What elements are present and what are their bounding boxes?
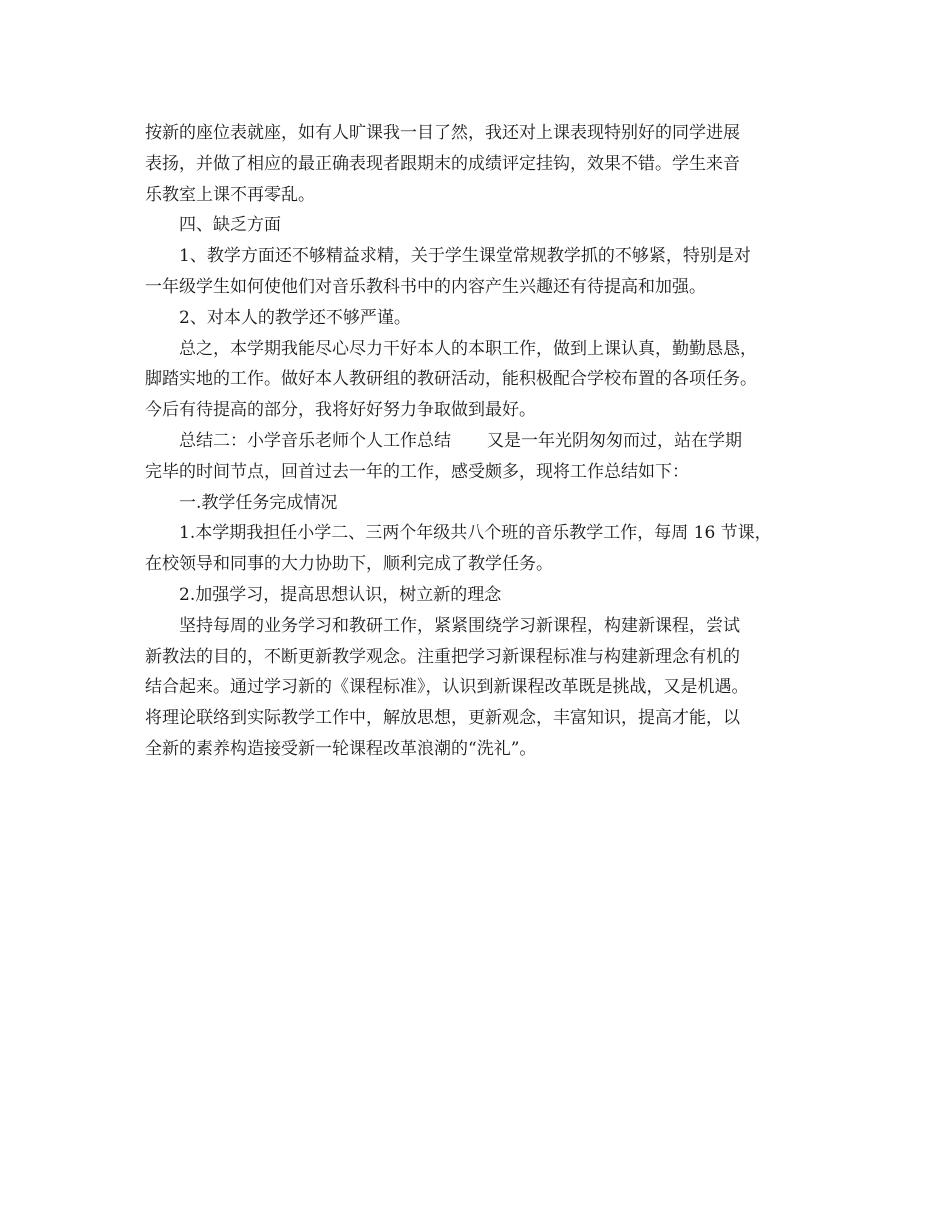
text-line: 今后有待提高的部分，我将好好努力争取做到最好。 xyxy=(145,400,536,421)
section-heading: 一.教学任务完成情况 xyxy=(179,492,338,513)
summary-two-intro: 又是一年光阴匆匆而过，站在学期 xyxy=(487,430,742,451)
text-line: 2、对本人的教学还不够严谨。 xyxy=(179,307,411,328)
text-line: 一年级学生如何使他们对音乐教科书中的内容产生兴趣还有待提高和加强。 xyxy=(145,276,706,297)
document-body xyxy=(145,118,810,765)
text-line: 1.本学期我担任小学二、三两个年级共八个班的音乐教学工作，每周 16 节课， xyxy=(179,523,772,544)
text-line: 坚持每周的业务学习和教研工作，紧紧围绕学习新课程，构建新课程，尝试 xyxy=(179,615,740,636)
text-line: 1、教学方面还不够精益求精，关于学生课堂常规教学抓的不够紧，特别是对 xyxy=(179,246,751,267)
text-line: 完毕的时间节点，回首过去一年的工作，感受颇多，现将工作总结如下： xyxy=(145,461,689,482)
text-line: 总之，本学期我能尽心尽力干好本人的本职工作，做到上课认真，勤勤恳恳， xyxy=(179,338,757,359)
section-heading: 四、缺乏方面 xyxy=(179,215,281,236)
text-line: 新教法的目的，不断更新教学观念。注重把学习新课程标准与构建新理念有机的 xyxy=(145,646,740,667)
text-line: 乐教室上课不再零乱。 xyxy=(145,184,315,205)
text-line: 将理论联络到实际教学工作中，解放思想，更新观念，丰富知识，提高才能，以 xyxy=(145,708,740,729)
text-line xyxy=(145,426,810,457)
section-heading: 2.加强学习，提高思想认识，树立新的理念 xyxy=(179,584,502,605)
text-line: 在校领导和同事的大力协助下，顺利完成了教学任务。 xyxy=(145,554,553,575)
summary-two-title: 总结二：小学音乐老师个人工作总结 xyxy=(179,430,451,451)
text-line: 按新的座位表就座，如有人旷课我一目了然，我还对上课表现特别好的同学进展 xyxy=(145,123,740,143)
text-line: 全新的素养构造接受新一轮课程改革浪潮的“洗礼”。 xyxy=(145,738,537,759)
text-line: 脚踏实地的工作。做好本人教研组的教研活动，能积极配合学校布置的各项任务。 xyxy=(145,369,757,390)
text-line: 结合起来。通过学习新的《课程标准》，认识到新课程改革既是挑战，又是机遇。 xyxy=(145,677,749,698)
text-line: 表扬，并做了相应的最正确表现者跟期末的成绩评定挂钩，效果不错。学生来音 xyxy=(145,153,740,174)
